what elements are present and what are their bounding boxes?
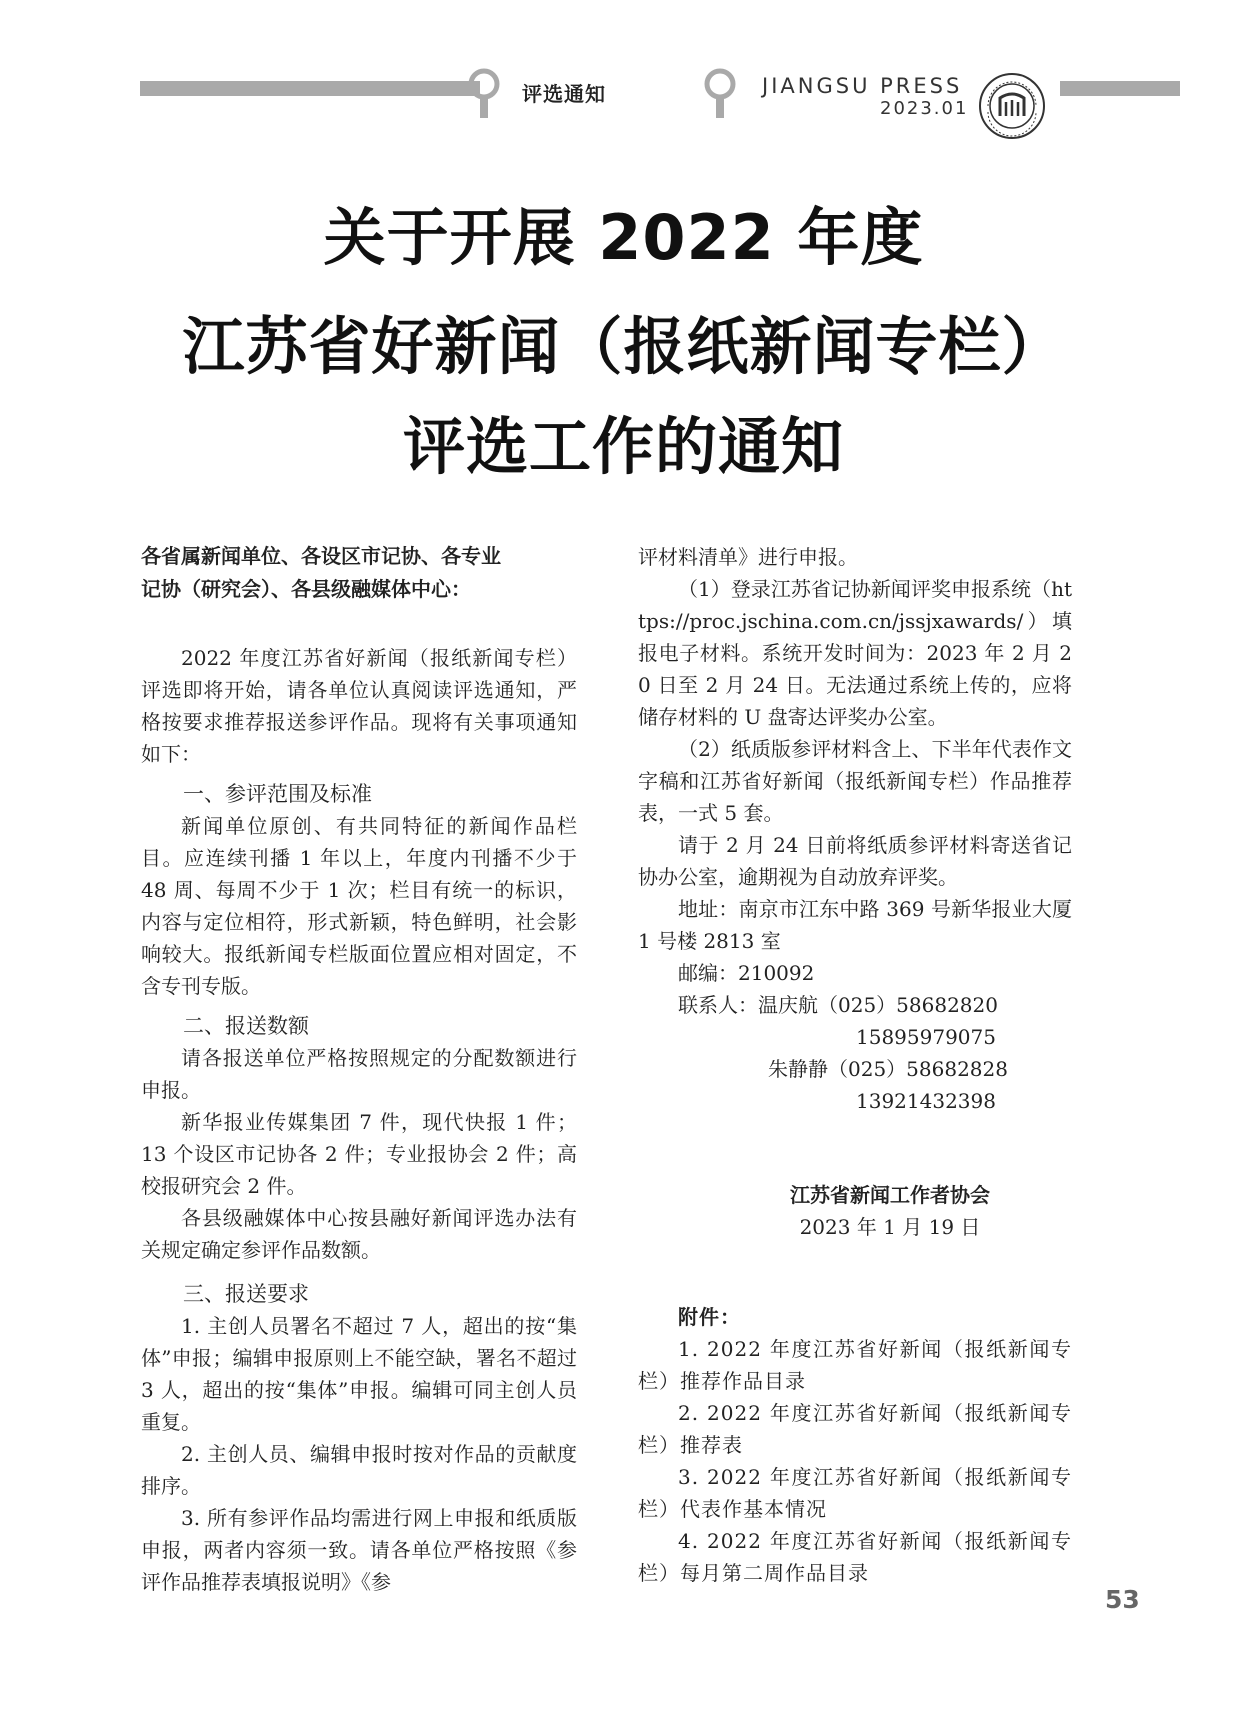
issue-date: 2023 年 1 月 19 日 <box>799 1215 981 1239</box>
section-heading-3: 三、报送要求 <box>183 1282 309 1306</box>
attachment-item: 3. 2022 年度江苏省好新闻（报纸新闻专栏）代表作基本情况 <box>638 1465 1072 1521</box>
paragraph: 请于 2 月 24 日前将纸质参评材料寄送省记协办公室，逾期视为自动放弃评奖。 <box>638 833 1072 889</box>
contact-name: 朱静静 <box>768 1057 828 1081</box>
contact-label: 联系人： <box>678 993 758 1017</box>
section-heading-2: 二、报送数额 <box>183 1014 309 1038</box>
contact-row-2 <box>638 1053 1072 1085</box>
attachment-item: 1. 2022 年度江苏省好新闻（报纸新闻专栏）推荐作品目录 <box>638 1337 1072 1393</box>
contact-mobile: 13921432398 <box>856 1089 996 1113</box>
salutation-line-2: 记协（研究会）、各县级融媒体中心： <box>141 577 471 601</box>
press-name: JIANGSU PRESS <box>762 74 963 98</box>
paragraph: 新闻单位原创、有共同特征的新闻作品栏目。应连续刊播 1 年以上，年度内刊播不少于 48 周、每周不少于 1 次；栏目有统一的标识，内容与定位相符，形式新颖，特色鲜明，社会影响较大。报纸新闻专栏版面位置应相对固定，不含专刊专版。 <box>141 814 577 998</box>
address: 地址：南京市江东中路 369 号新华报业大厦 1 号楼 2813 室 <box>638 897 1072 953</box>
title-line-1: 关于开展 2022 年度 <box>323 201 924 274</box>
attachments <box>638 1301 1072 1589</box>
paragraph: （1）登录江苏省记协新闻评奖申报系统（https://proc.jschina.com.cn/jssjxawards/）填报电子材料。系统开发时间为：2023 年 2 月 20 日至 2 月 24 日。无法通过系统上传的，应将储存材料的 U 盘寄达评奖办公室。 <box>638 577 1072 729</box>
postcode: 邮编：210092 <box>678 961 815 985</box>
page-number: 53 <box>1105 1585 1140 1614</box>
header-bar-left <box>140 81 480 96</box>
location-pin-icon <box>702 68 738 120</box>
section-tag: 评选通知 <box>522 82 606 106</box>
paragraph: 新华报业传媒集团 7 件，现代快报 1 件；13 个设区市记协各 2 件；专业报协会 2 件；高校报研究会 2 件。 <box>141 1110 577 1198</box>
intro-paragraph: 2022 年度江苏省好新闻（报纸新闻专栏）评选即将开始，请各单位认真阅读评选通知，严格按要求推荐报送参评作品。现将有关事项通知如下： <box>141 646 577 766</box>
paragraph: 1. 主创人员署名不超过 7 人，超出的按“集体”申报；编辑申报原则上不能空缺，署名不超过 3 人，超出的按“集体”申报。编辑可同主创人员重复。 <box>141 1314 577 1434</box>
left-column <box>141 540 577 1598</box>
attachments-heading: 附件： <box>678 1305 741 1329</box>
location-pin-icon <box>466 68 502 120</box>
contact-phone: （025）58682820 <box>818 993 998 1017</box>
paragraph: 2. 主创人员、编辑申报时按对作品的贡献度排序。 <box>141 1442 577 1498</box>
paragraph: 3. 所有参评作品均需进行网上申报和纸质版申报，两者内容须一致。请各单位严格按照《参评作品推荐表填报说明》《参 <box>141 1506 577 1594</box>
attachment-item: 2. 2022 年度江苏省好新闻（报纸新闻专栏）推荐表 <box>638 1401 1072 1457</box>
issue-number: 2023.01 <box>880 98 969 119</box>
contact-phone: （025）58682828 <box>828 1057 1008 1081</box>
association-seal-logo <box>978 72 1046 140</box>
salutation-line-1: 各省属新闻单位、各设区市记协、各专业 <box>141 544 501 568</box>
paragraph: 请各报送单位严格按照规定的分配数额进行申报。 <box>141 1046 577 1102</box>
contact-name: 温庆航 <box>758 993 818 1017</box>
title-line-2: 江苏省好新闻（报纸新闻专栏） <box>182 310 1065 383</box>
paragraph: 各县级融媒体中心按县融好新闻评选办法有关规定确定参评作品数额。 <box>141 1206 577 1262</box>
title-line-3: 评选工作的通知 <box>402 410 844 483</box>
issuing-organization: 江苏省新闻工作者协会 <box>790 1183 990 1207</box>
paragraph: （2）纸质版参评材料含上、下半年代表作文字稿和江苏省好新闻（报纸新闻专栏）作品推荐表，一式 5 套。 <box>638 737 1072 825</box>
contact-row-1 <box>638 989 1072 1021</box>
right-column <box>638 541 1072 1589</box>
contact-mobile: 15895979075 <box>856 1025 996 1049</box>
section-heading-1: 一、参评范围及标准 <box>183 782 372 806</box>
attachment-item: 4. 2022 年度江苏省好新闻（报纸新闻专栏）每月第二周作品目录 <box>638 1529 1072 1585</box>
header-bar-right <box>1060 81 1180 96</box>
paragraph-continued: 评材料清单》进行申报。 <box>638 545 858 569</box>
